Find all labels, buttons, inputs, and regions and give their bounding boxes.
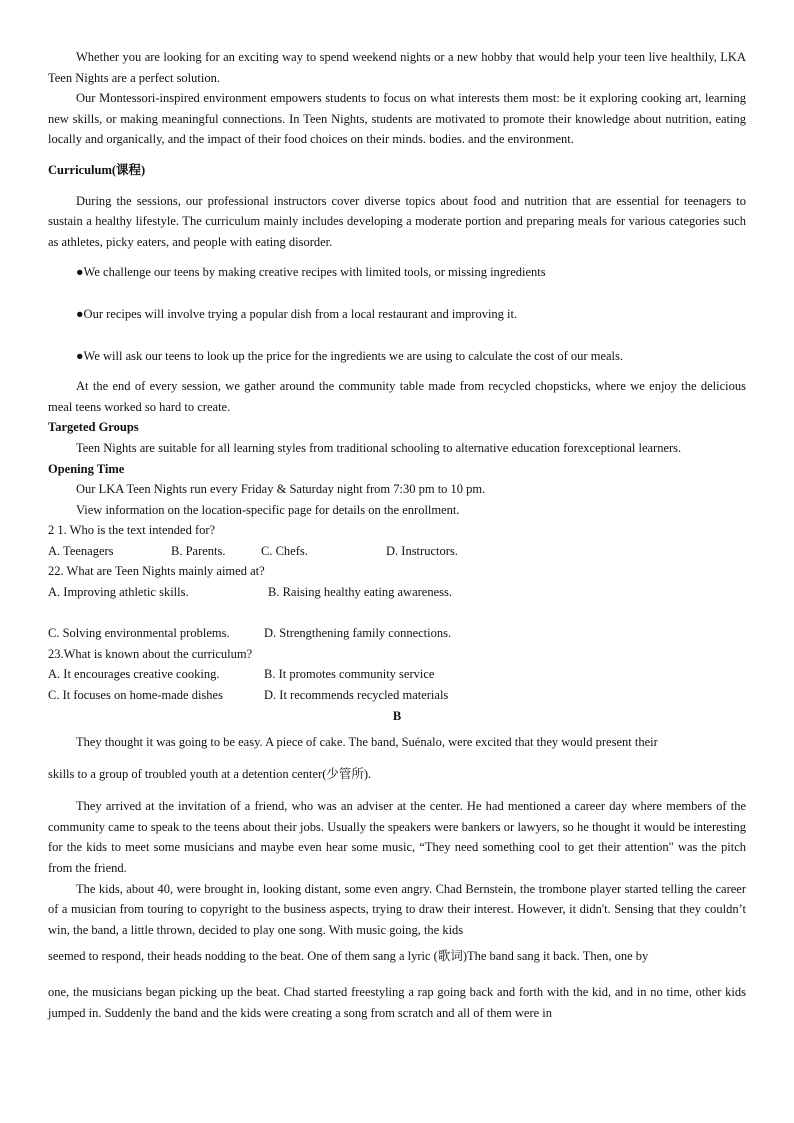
targeted-groups-heading: Targeted Groups: [48, 420, 139, 435]
passage-b-paragraph-1-line-2: skills to a group of troubled youth at a detention center(少管所).: [48, 767, 372, 782]
question-23-stem: 23.What is known about the curriculum?: [48, 646, 253, 661]
question-21-stem: 2 1. Who is the text intended for?: [48, 523, 216, 538]
curriculum-bullet-1: ●We challenge our teens by making creative recipes with limited tools, or missing ingredients: [76, 265, 546, 280]
targeted-groups-text: Teen Nights are suitable for all learning styles from traditional schooling to alternative education forexceptional learners.: [76, 440, 682, 455]
curriculum-bullet-2: ●Our recipes will involve trying a popular dish from a local restaurant and improving it.: [76, 306, 518, 321]
question-22-option-d: D. Strengthening family connections.: [264, 626, 452, 641]
opening-time-line-2: View information on the location-specific page for details on the enrollment.: [76, 502, 460, 517]
question-21-option-b: B. Parents.: [171, 543, 226, 558]
curriculum-heading: Curriculum(课程): [48, 162, 146, 177]
opening-time-heading: Opening Time: [48, 461, 125, 476]
opening-time-line-1: Our LKA Teen Nights run every Friday & Saturday night from 7:30 pm to 10 pm.: [76, 482, 486, 497]
passage-b-paragraph-3-part-1: The kids, about 40, were brought in, looking distant, some even angry. Chad Bernstein, the trombone player started telling the career of a musician from touring to copyright to the business aspects, trying to draw their interest. However, it didn't. Sensing that they couldn’t win, the band, a little thrown, decided to play one song. With music going, the kids: [48, 881, 746, 937]
question-22-options-row-1: [48, 582, 746, 603]
question-22-options-row-2: [48, 623, 746, 644]
spacer: [48, 603, 746, 624]
question-23-option-c: C. It focuses on home-made dishes: [48, 688, 223, 703]
question-22-option-c: C. Solving environmental problems.: [48, 626, 230, 641]
question-23-option-d: D. It recommends recycled materials: [264, 688, 449, 703]
document-page: [48, 47, 746, 1024]
curriculum-closing-paragraph: At the end of every session, we gather around the community table made from recycled chopsticks, where we enjoy the delicious meal teens worked so hard to create.: [48, 379, 746, 414]
passage-b-paragraph-3-part-2: seemed to respond, their heads nodding to the beat. One of them sang a lyric (歌词)The band sang it back. Then, one by: [48, 949, 649, 964]
passage-b-paragraph-1-line-1: They thought it was going to be easy. A piece of cake. The band, Suénalo, were excited that they would present their: [76, 735, 658, 750]
question-22-stem: 22. What are Teen Nights mainly aimed at?: [48, 564, 265, 579]
question-23-options-row-2: [48, 685, 746, 706]
intro-paragraph-1: Whether you are looking for an exciting way to spend weekend nights or a new hobby that would help your teen live healthily, LKA Teen Nights are a perfect solution.: [48, 50, 746, 85]
curriculum-paragraph: During the sessions, our professional instructors cover diverse topics about food and nutrition that are essential for teenagers to sustain a healthy lifestyle. The curriculum mainly includes developing a moderate portion and preparing meals for various categories such as athletes, picky eaters, and people with eating disorder.: [48, 193, 746, 249]
question-21-options: [48, 541, 746, 562]
passage-b-paragraph-2: They arrived at the invitation of a friend, who was an adviser at the center. He had mentioned a career day where members of the community came to speak to the teens about their jobs. Usually the speakers were bankers or lawyers, so he thought it would be interesting for the kids to meet some musicians and maybe even hear some music, “They need something cool to get their attention" was the pitch from the friend.: [48, 799, 746, 875]
passage-b-paragraph-3-part-3: one, the musicians began picking up the beat. Chad started freestyling a rap going back and forth with the kid, and in no time, other kids jumped in. Suddenly the band and the kids were creating a song from scratch and all of them were in: [48, 985, 746, 1021]
question-21-option-c: C. Chefs.: [261, 543, 308, 558]
intro-paragraph-2: Our Montessori-inspired environment empowers students to focus on what interests them most: be it exploring cooking art, learning new skills, or making meaningful connections. In Teen Nights, students are motivated to promote their knowledge about nutrition, eating locally and organically, and the impact of their food choices on their minds. bodies. and the environment.: [48, 91, 746, 147]
question-21-option-a: A. Teenagers: [48, 543, 114, 558]
question-23-option-b: B. It promotes community service: [264, 667, 435, 682]
question-22-option-a: A. Improving athletic skills.: [48, 585, 189, 600]
curriculum-bullet-3: ●We will ask our teens to look up the price for the ingredients we are using to calculate the cost of our meals.: [76, 348, 624, 363]
section-b-label: B: [392, 708, 402, 723]
question-23-options-row-1: [48, 664, 746, 685]
question-23-option-a: A. It encourages creative cooking.: [48, 667, 220, 682]
question-22-option-b: B. Raising healthy eating awareness.: [268, 585, 452, 600]
question-21-option-d: D. Instructors.: [386, 543, 458, 558]
